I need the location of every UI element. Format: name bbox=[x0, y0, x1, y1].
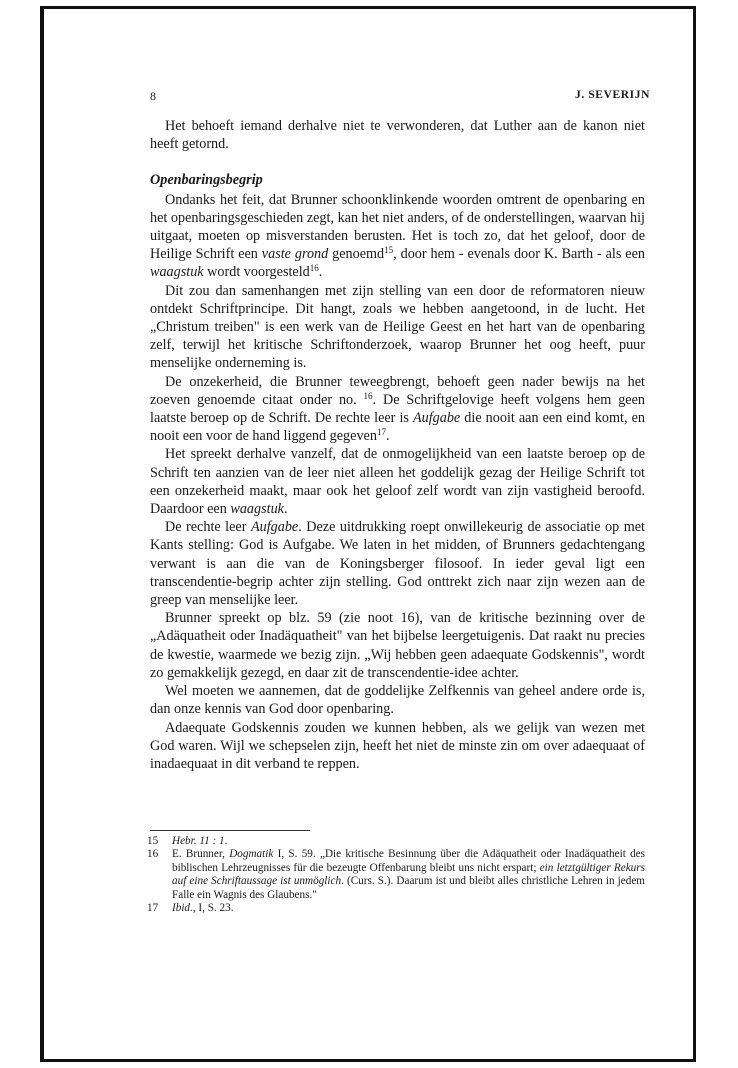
page-border-right bbox=[693, 6, 696, 1062]
paragraph-5: De rechte leer Aufgabe. Deze uitdrukking roept onwillekeurig de associatie op met Kants stelling: God is Aufgabe. We laten in het midden, of Brunners gedachtengang verwant is aan die van de Koningsberger filosoof. In ieder geval ligt een transcendentie-begrip achter zijn stelling. God onttrekt zich naar zijn wezen aan de greep van menselijke leer. bbox=[150, 519, 645, 609]
paragraph-7: Wel moeten we aannemen, dat de goddelijke Zelfkennis van geheel andere orde is, dan onze kennis van God door openbaring. bbox=[150, 683, 645, 718]
paragraph-8: Adaequate Godskennis zouden we kunnen hebben, als we gelijk van wezen met God waren. Wijl we schepselen zijn, heeft het niet de minste zin om over adaequaat of inadaequaat in dit verband te reppen. bbox=[150, 719, 645, 772]
footnote-16: 16 E. Brunner, Dogmatik I, S. 59. „Die kritische Besinnung über die Adäquatheit oder Inadäquatheit des biblischen Lehrzeugnisses für die bezeugte Offenbarung bleibt uns nicht erspart; ein letztgültiger Rekurs auf eine Schriftaussage ist unmöglich. (Curs. S.). Daarum ist und bleibt alles christliche Lehren in jedem Falle ein Wagnis des Glaubens." bbox=[147, 848, 646, 901]
page-border-left bbox=[40, 6, 44, 1062]
footnote-ref-17[interactable]: 17 bbox=[376, 427, 386, 438]
paragraph-1: Ondanks het feit, dat Brunner schoonklinkende woorden omtrent de openbaring en het openbaringsgeschieden zegt, kan het niet anders, of de onderstellingen, waarvan hij uitgaat, moeten op misverstanden berusten. Het is toch zo, dat het geloof, door de Heilige Schrift een vaste grond genoemd$^{15}$, door hem - evenals door K. Barth - als een waagstuk wordt voorgesteld$^{16}$. bbox=[150, 191, 645, 281]
section-heading: Openbaringsbegrip bbox=[150, 172, 263, 189]
footnote-17: 17 Ibid., I, S. 23. bbox=[147, 902, 234, 915]
footnote-divider bbox=[150, 830, 310, 831]
body-text bbox=[150, 117, 645, 773]
paragraph-6: Brunner spreekt op blz. 59 (zie noot 16), van de kritische bezinning over de „Adäquatheit oder Inadäquatheit" van het bijbelse leergetuigenis. Dat raakt nu precies de kwestie, waarmede we bezig zijn. „Wij hebben geen adaequate Godskennis", wordt zo gemakkelijk gezegd, en daar zit de transcendentie-idee achter. bbox=[150, 610, 645, 681]
paragraph-3: De onzekerheid, die Brunner teweegbrengt, behoeft geen nader bewijs na het zoeven genoemde citaat onder no. $^{16}$. De Schriftgelovige heeft volgens hem geen laatste beroep op de Schrift. De rechte leer is Aufgabe die nooit aan een eind komt, en nooit een voor de hand liggend gegeven$^{17}$. bbox=[150, 373, 645, 445]
page-border-bottom bbox=[40, 1059, 696, 1062]
footnote-ref-16[interactable]: 16 bbox=[363, 390, 373, 401]
paragraph-intro: Het behoeft iemand derhalve niet te verwonderen, dat Luther aan de kanon niet heeft getornd. bbox=[150, 118, 645, 153]
page-border-top bbox=[40, 6, 696, 9]
running-head: J. SEVERIJN bbox=[575, 89, 650, 101]
footnote-ref-15[interactable]: 15 bbox=[384, 245, 394, 256]
page-number: 8 bbox=[150, 89, 156, 103]
paragraph-4: Het spreekt derhalve vanzelf, dat de onmogelijkheid van een laatste beroep op de Schrift ten aanzien van de leer niet alleen het goddelijk gezag der Heilige Schrift tot een onzekerheid maakt, maar ook het geloof zelf wordt van zijn vastigheid beroofd. Daardoor een waagstuk. bbox=[150, 446, 645, 518]
paragraph-2: Dit zou dan samenhangen met zijn stelling van een door de reformatoren nieuw ontdekt Schriftprincipe. Dit hangt, zoals we hebben aangetoond, in de lucht. Het „Christum treiben" is een werk van de Heilige Geest en het hart van de openbaring zelf, terwijl het kritische Schriftonderzoek, waarop Brunner het oog heeft, puur menselijke onderneming is. bbox=[150, 282, 645, 372]
footnote-15: 15 Hebr. 11 : 1. bbox=[147, 835, 228, 847]
footnote-ref-16[interactable]: 16 bbox=[309, 263, 319, 274]
footnotes bbox=[147, 835, 646, 915]
